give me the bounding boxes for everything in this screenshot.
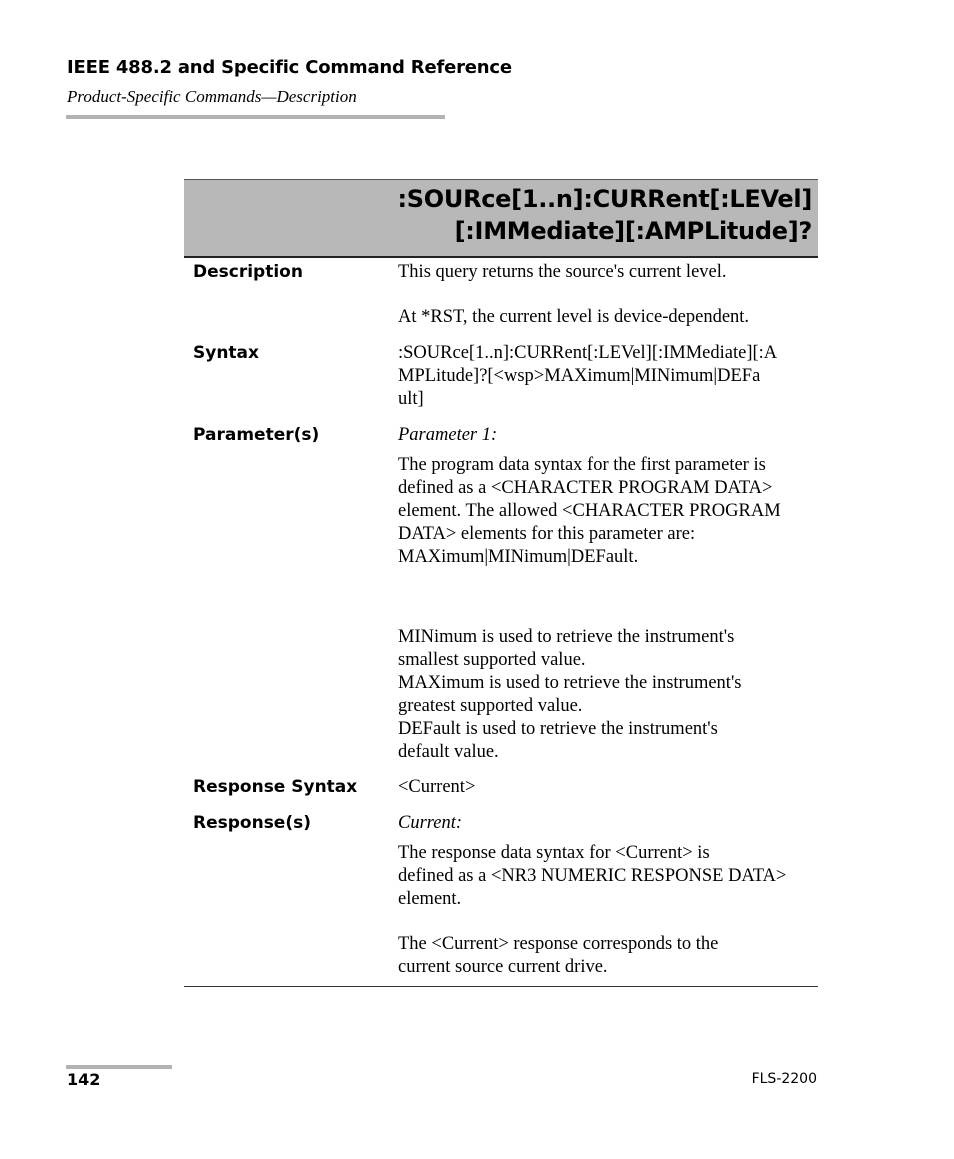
text-line: element. The allowed <CHARACTER PROGRAM [398, 501, 781, 521]
responses-label: Response(s) [193, 813, 311, 833]
text-line: default value. [398, 742, 499, 762]
text-line: smallest supported value. [398, 650, 586, 670]
running-header-subtitle: Product-Specific Commands—Description [67, 87, 357, 106]
running-header-title: IEEE 488.2 and Specific Command Reference [67, 57, 512, 78]
syntax-line: :SOURce[1..n]:CURRent[:LEVel][:IMMediate][:A [398, 343, 778, 363]
response-correspondence [398, 933, 816, 979]
text-line: element. [398, 889, 462, 909]
page-number: 142 [67, 1070, 101, 1089]
text-line: The program data syntax for the first parameter is [398, 455, 766, 475]
text-line: current source current drive. [398, 957, 608, 977]
text-line: The response data syntax for <Current> is [398, 843, 710, 863]
footer-rule [66, 1065, 172, 1069]
syntax-line: MPLitude]?[<wsp>MAXimum|MINimum|DEFa [398, 366, 761, 386]
table-bottom-rule [184, 986, 818, 987]
response-description [398, 842, 816, 911]
syntax-line: ult] [398, 389, 424, 409]
header-rule [66, 115, 445, 119]
text-line: The <Current> response corresponds to the [398, 934, 719, 954]
syntax-label: Syntax [193, 343, 259, 363]
parameter-values-description [398, 626, 816, 764]
text-line: defined as a <NR3 NUMERIC RESPONSE DATA> [398, 866, 787, 886]
response-syntax-value: <Current> [398, 777, 476, 797]
command-title-line-1: :SOURce[1..n]:CURRent[:LEVel] [397, 185, 812, 213]
command-title-line-2: [:IMMediate][:AMPLitude]? [454, 217, 812, 245]
text-line: MAXimum|MINimum|DEFault. [398, 547, 639, 567]
description-text-2: At *RST, the current level is device-dependent. [398, 307, 750, 327]
text-line: DEFault is used to retrieve the instrument's [398, 719, 718, 739]
parameter-name: Parameter 1: [398, 425, 498, 445]
text-line: DATA> elements for this parameter are: [398, 524, 696, 544]
description-label: Description [193, 262, 303, 282]
parameter-description [398, 454, 816, 569]
text-line: greatest supported value. [398, 696, 583, 716]
response-name: Current: [398, 813, 463, 833]
parameters-label: Parameter(s) [193, 425, 320, 445]
command-title-box [184, 179, 818, 258]
syntax-value [398, 342, 816, 411]
text-line: MINimum is used to retrieve the instrument's [398, 627, 735, 647]
description-text-1: This query returns the source's current level. [398, 262, 727, 282]
response-syntax-label: Response Syntax [193, 777, 358, 797]
product-name: FLS-2200 [751, 1071, 817, 1087]
text-line: MAXimum is used to retrieve the instrument's [398, 673, 742, 693]
text-line: defined as a <CHARACTER PROGRAM DATA> [398, 478, 773, 498]
